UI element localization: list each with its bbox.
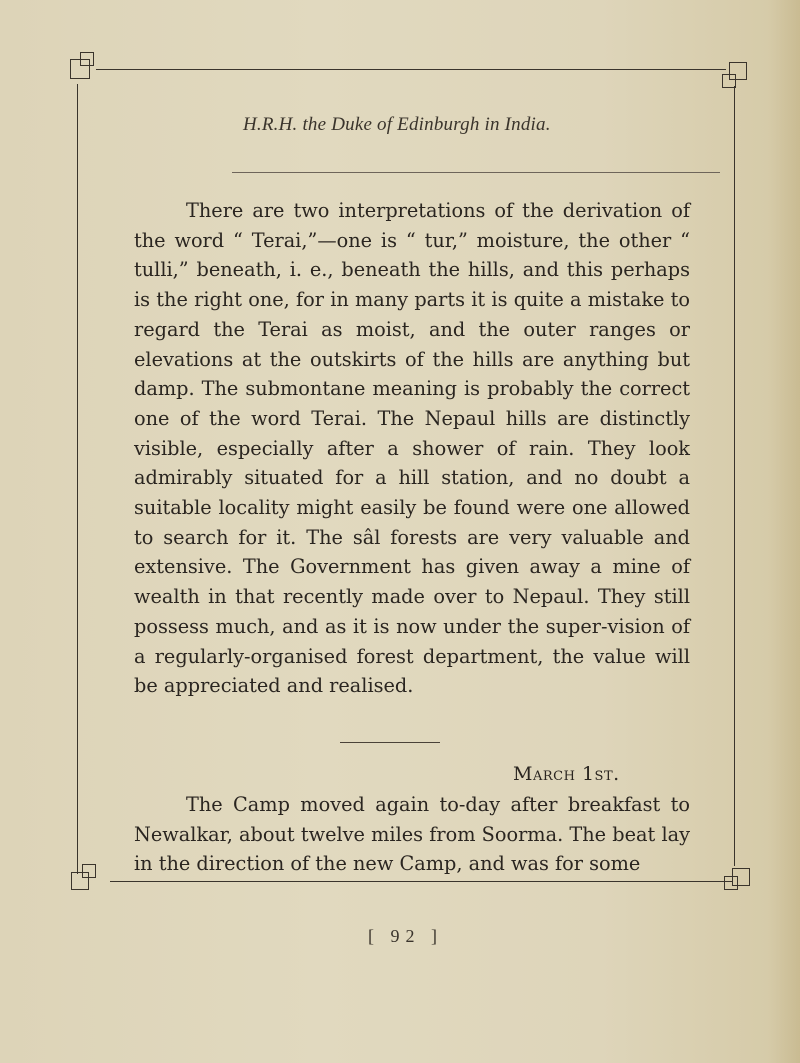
paragraph: The Camp moved again to-day after breakfast to Newalkar, about twelve miles from Soorma. The beat lay in the direction of the new Camp, and was for some: [134, 793, 690, 876]
date-heading: March 1st.: [513, 763, 620, 785]
page-number: [ 92 ]: [368, 926, 443, 946]
frame-bottom-rule: [110, 881, 732, 882]
body-text-block: [134, 196, 690, 701]
section-divider: [340, 742, 440, 743]
paragraph: There are two interpretations of the derivation of the word “ Terai,”—one is “ tur,” moisture, the other “ tulli,” beneath, i. e., beneath the hills, and this perhaps is the right one, for in many parts it is quite a mistake to regard the Terai as moist, and the outer ranges or elevations at the outskirts of the hills are anything but damp. The submontane meaning is probably the correct one of the word Terai. The Nepaul hills are distinctly visible, especially after a shower of rain. They look admirably situated for a hill station, and no doubt a suitable locality might easily be found were one allowed to search for it. The sâl forests are very valuable and extensive. The Government has given away a mine of wealth in that recently made over to Nepaul. They still possess much, and as it is now under the super-vision of a regularly-organised forest department, the value will be appreciated and realised.: [134, 199, 690, 698]
frame-right-rule: [734, 86, 735, 866]
frame-corner-bottom-right-inner: [724, 876, 738, 890]
header-rule: [232, 172, 720, 173]
frame-corner-bottom-left-inner: [82, 864, 96, 878]
frame-corner-top-left-inner: [80, 52, 94, 66]
body-text-block-2: [134, 790, 690, 879]
frame-left-rule: [77, 84, 78, 874]
frame-corner-top-right-inner: [722, 74, 736, 88]
running-header: H.R.H. the Duke of Edinburgh in India.: [243, 114, 551, 135]
frame-top-rule: [96, 69, 726, 70]
